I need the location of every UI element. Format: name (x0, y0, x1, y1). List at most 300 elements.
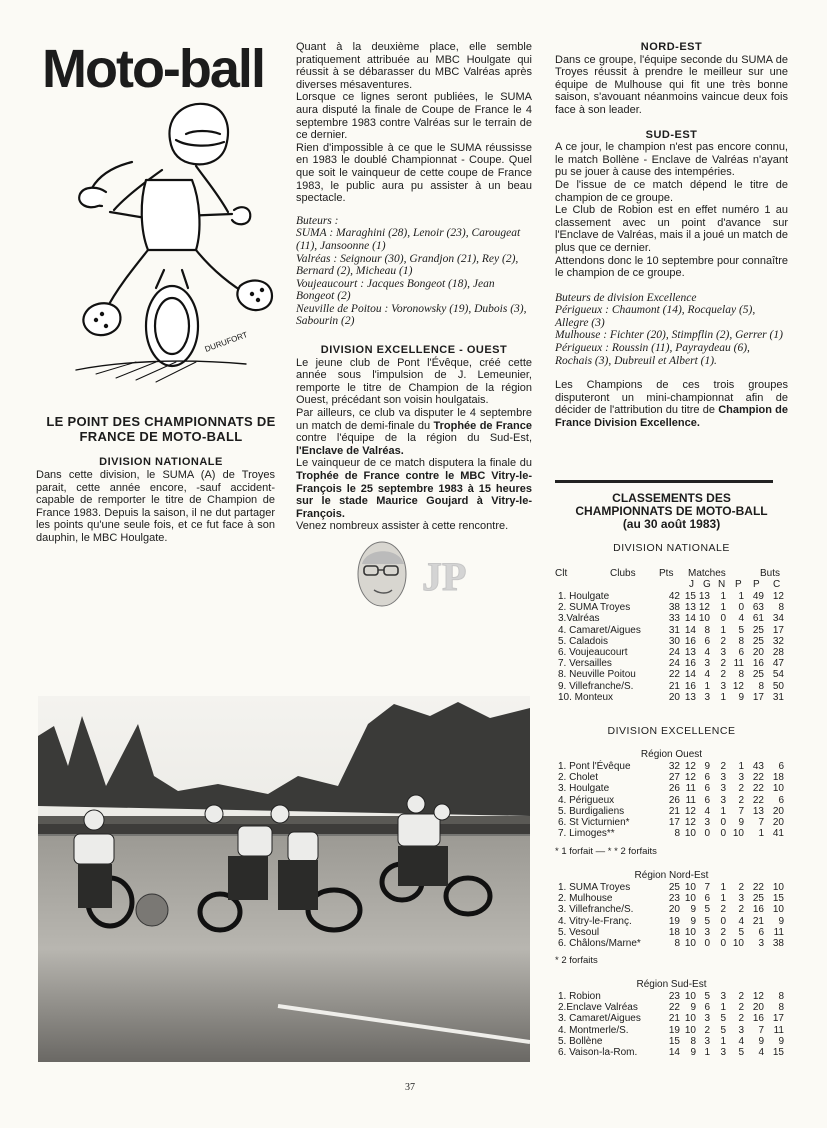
stat-cell: 10 (684, 938, 696, 950)
region-sudest-head: Région Sud-Est (636, 979, 707, 990)
championship-heading: LE POINT DES CHAMPIONNATS DE FRANCE DE MOTO-BALL (46, 414, 276, 444)
stat-cell: 16 (752, 658, 764, 670)
excellence-head: DIVISION EXCELLENCE (607, 725, 736, 737)
stat-cell: 15 (772, 893, 784, 905)
stat-cell: 12 (684, 805, 696, 817)
stat-cell: 1 (720, 893, 726, 905)
table-row (558, 658, 784, 669)
header-clubs: Clubs (610, 568, 636, 579)
stat-cell: 1 (704, 680, 710, 692)
stat-cell: 2 (720, 904, 726, 916)
table-row (558, 681, 784, 692)
stat-cell: 13 (684, 602, 696, 614)
club-name: 6. St Victurnien* (558, 817, 630, 829)
table-row (558, 591, 784, 602)
motorcyclist-cartoon (36, 100, 280, 396)
stat-cell: 33 (668, 613, 680, 625)
stat-cell: 1 (720, 882, 726, 893)
stat-cell: 14 (668, 1047, 680, 1059)
stat-cell: 10 (772, 904, 784, 916)
header-pf: P (753, 579, 760, 590)
stat-cell: 20 (752, 647, 764, 659)
stat-cell: 11 (685, 794, 696, 806)
stat-cell: 22 (752, 882, 764, 893)
stat-cell: 2 (738, 904, 744, 916)
club-name: 5. Burdigaliens (558, 805, 625, 817)
region-nordest-head: Région Nord-Est (634, 870, 709, 881)
bold-run: Trophée de France (433, 419, 533, 432)
scorer-line: Valréas : Seignour (30), Grandjon (21), Rey (2), Bernard (2), Micheau (1) (296, 252, 519, 278)
stat-cell: 8 (738, 669, 744, 681)
text-run: Le vainqueur de ce match disputera la finale du (296, 457, 532, 470)
stat-cell: 2 (738, 783, 744, 795)
stat-cell: 5 (738, 624, 744, 636)
nordest-table (558, 882, 784, 949)
stat-cell: 6 (778, 794, 784, 806)
stat-cell: 18 (772, 772, 784, 784)
section-nordest: NORD-EST (640, 41, 703, 53)
stat-cell: 4 (738, 1035, 744, 1047)
paragraph: Quant à la deuxième place, elle semble pratiquement attribuée au MBC Houlgate qui réussit à se débarasser du MBC Valréas après diverses mésaventures. (296, 41, 532, 91)
scorer-line: Périgueux : Chaumont (14), Rocquelay (5), Allegre (3) (555, 304, 756, 329)
scorers-title: Buteurs de division Excellence (555, 291, 697, 304)
table-row (558, 893, 784, 904)
header-c: C (773, 579, 781, 590)
stat-cell: 6 (738, 647, 744, 659)
stat-cell: 10 (684, 893, 696, 905)
stat-cell: 10 (684, 882, 696, 893)
table-row (558, 927, 784, 938)
stat-cell: 1 (720, 1035, 726, 1047)
stat-cell: 17 (752, 691, 764, 703)
stat-cell: 3 (720, 772, 726, 784)
club-name: 9. Villefranche/S. (558, 680, 634, 692)
stat-cell: 54 (772, 669, 784, 681)
stat-cell: 27 (668, 772, 680, 784)
stat-cell: 22 (752, 794, 764, 806)
paragraph: Lorsque ce lignes seront publiées, le SUMA aura disputé la finale de Coupe de France le 4 septembre 1983 contre Valréas sur le terrain de ce dernier. (296, 91, 532, 142)
stat-cell: 25 (668, 882, 680, 893)
stat-cell: 9 (778, 915, 784, 927)
stat-cell: 10 (732, 938, 744, 950)
stat-cell: 1 (738, 761, 744, 772)
table-row (558, 636, 784, 647)
paragraph: Attendons donc le 10 septembre pour connaître le champion de ce groupe. (555, 254, 788, 280)
stat-cell: 9 (690, 904, 696, 916)
table-row (558, 882, 784, 893)
scorer-line: Voujeaucourt : Jacques Bongeot (18), Jean Bongeot (2) (296, 277, 495, 303)
stat-cell: 2 (720, 761, 726, 772)
stat-cell: 10 (684, 926, 696, 938)
stat-cell: 2 (738, 991, 744, 1002)
club-name: 2. SUMA Troyes (558, 602, 631, 614)
stat-cell: 7 (758, 1024, 764, 1036)
stat-cell: 31 (772, 691, 784, 703)
stat-cell: 32 (668, 761, 680, 772)
club-name: 2. Mulhouse (558, 893, 613, 905)
stat-cell: 18 (668, 926, 680, 938)
table-row (558, 1002, 784, 1013)
table-row (558, 1013, 784, 1024)
stat-cell: 13 (698, 591, 710, 602)
stat-cell: 21 (752, 915, 764, 927)
stat-cell: 0 (704, 828, 710, 840)
stat-cell: 10 (684, 1013, 696, 1025)
stat-cell: 3 (704, 1035, 710, 1047)
stat-cell: 3 (738, 772, 744, 784)
stat-cell: 12 (772, 591, 784, 602)
table-row (558, 692, 784, 703)
stat-cell: 1 (704, 1047, 710, 1059)
paragraph: Le jeune club de Pont l'Évêque, créé cette année sous l'impulsion de J. Lemeunier, remporte le titre de Champion de la région Ouest, précédant son voisin houlgatais. (296, 356, 532, 407)
stat-cell: 24 (668, 647, 680, 659)
paragraph: De l'issue de ce match dépend le titre de champion de ce groupe. (555, 178, 788, 204)
club-name: 4. Montmerle/S. (558, 1024, 629, 1036)
stat-cell: 16 (752, 1013, 764, 1025)
stat-cell: 6 (778, 761, 784, 772)
club-name: 10. Monteux (558, 691, 614, 703)
table-row (558, 991, 784, 1002)
table-row (558, 613, 784, 624)
stat-cell: 20 (668, 904, 680, 916)
page-title: Moto-ball (42, 39, 264, 99)
club-name: 1. Pont l'Évêque (558, 761, 631, 772)
stat-cell: 21 (668, 1013, 680, 1025)
stat-cell: 2 (738, 882, 744, 893)
stat-cell: 12 (752, 991, 764, 1002)
club-name: 2.Enclave Valréas (558, 1002, 638, 1014)
club-name: 7. Limoges** (558, 828, 615, 840)
scorer-line: Neuville de Poitou : Voronowsky (19), Dubois (3), Sabourin (2) (296, 302, 527, 328)
club-name: 4. Vitry-le-Franç. (558, 915, 632, 927)
stat-cell: 4 (738, 915, 744, 927)
header-buts: Buts (760, 568, 781, 579)
stat-cell: 61 (752, 613, 764, 625)
stat-cell: 6 (704, 635, 710, 647)
national-table-head: DIVISION NATIONALE (613, 542, 730, 554)
stat-cell: 13 (684, 691, 696, 703)
stat-cell: 10 (772, 783, 784, 795)
stat-cell: 47 (772, 658, 784, 670)
table-row (558, 916, 784, 927)
stat-cell: 0 (704, 938, 710, 950)
section-national: DIVISION NATIONALE (99, 456, 223, 468)
stat-cell: 22 (752, 772, 764, 784)
stat-cell: 2 (738, 794, 744, 806)
stat-cell: 38 (668, 602, 680, 614)
stat-cell: 8 (758, 680, 764, 692)
club-name: 5. Caladois (558, 635, 609, 647)
bold-run: Champion de France Division Excellence. (555, 404, 789, 430)
stat-cell: 34 (772, 613, 784, 625)
ouest-footnote: * 1 forfait — * * 2 forfaits (555, 846, 657, 857)
table-row (558, 772, 784, 783)
stat-cell: 16 (684, 658, 696, 670)
stat-cell: 8 (738, 635, 744, 647)
paragraph (555, 379, 788, 429)
stat-cell: 16 (752, 904, 764, 916)
table-row (558, 647, 784, 658)
stat-cell: 4 (704, 805, 710, 817)
table-row (558, 625, 784, 636)
header-pts: Pts (659, 568, 674, 579)
stat-cell: 6 (704, 794, 710, 806)
stat-cell: 9 (690, 1002, 696, 1014)
table-row (558, 817, 784, 828)
club-name: 5. Bollène (558, 1035, 603, 1047)
stat-cell: 16 (684, 680, 696, 692)
stat-cell: 12 (684, 761, 696, 772)
paragraph: Rien d'impossible à ce que le SUMA réussisse en 1983 le doublé Championnat - Coupe. Quel que soit le vainqueur de cette coupe de France 1983, le public aura pu assister à un beau spectacle. (296, 141, 532, 205)
stat-cell: 12 (732, 680, 744, 692)
stat-cell: 63 (752, 602, 764, 614)
stat-cell: 8 (778, 991, 784, 1002)
text-run: Par ailleurs, ce club va disputer le 4 septembre un match de demi-finale du (296, 407, 532, 432)
club-name: 1. Houlgate (558, 591, 610, 602)
club-name: 2. Cholet (558, 772, 599, 784)
stat-cell: 5 (738, 1047, 744, 1059)
stat-cell: 12 (684, 817, 696, 829)
section-excellence-ouest: DIVISION EXCELLENCE - OUEST (320, 344, 508, 357)
stat-cell: 17 (772, 1013, 784, 1025)
stat-cell: 23 (668, 991, 680, 1002)
stat-cell: 11 (733, 658, 744, 670)
header-n: N (718, 579, 726, 590)
club-name: 4. Périgueux (558, 794, 615, 806)
club-name: 3.Valréas (558, 613, 600, 625)
standings-title: CLASSEMENTS DES (612, 491, 731, 505)
table-row (558, 1036, 784, 1047)
stat-cell: 20 (752, 1002, 764, 1014)
text-run: contre l'équipe de la région du Sud-Est, (296, 432, 532, 445)
stat-cell: 4 (704, 669, 710, 681)
stat-cell: 1 (720, 805, 726, 817)
stat-cell: 6 (704, 783, 710, 795)
stat-cell: 24 (668, 658, 680, 670)
stat-cell: 20 (772, 805, 784, 817)
stat-cell: 10 (772, 882, 784, 893)
stat-cell: 15 (772, 1047, 784, 1059)
region-ouest-head: Région Ouest (640, 749, 703, 760)
stat-cell: 50 (772, 680, 784, 692)
stat-cell: 8 (690, 1035, 696, 1047)
stat-cell: 3 (720, 647, 726, 659)
stat-cell: 14 (684, 624, 696, 636)
stat-cell: 17 (668, 817, 680, 829)
club-name: 5. Vesoul (558, 926, 600, 938)
stat-cell: 25 (752, 635, 764, 647)
stat-cell: 41 (772, 828, 784, 840)
stat-cell: 1 (720, 1002, 726, 1014)
stat-cell: 2 (720, 669, 726, 681)
stat-cell: 7 (758, 817, 764, 829)
stat-cell: 42 (668, 591, 680, 602)
stamp-letters: JP (422, 554, 467, 599)
stat-cell: 5 (704, 904, 710, 916)
club-name: 3. Camaret/Aigues (558, 1013, 641, 1025)
stat-cell: 5 (704, 991, 710, 1002)
stat-cell: 19 (668, 915, 680, 927)
stat-cell: 13 (752, 805, 764, 817)
standings-date: (au 30 août 1983) (622, 517, 721, 531)
section-sudest: SUD-EST (645, 128, 698, 141)
stat-cell: 0 (720, 613, 726, 625)
stat-cell: 11 (773, 926, 784, 938)
scorer-line: Périgueux : Roussin (11), Payraydeau (6), Rochais (3), Dubreuil et Albert (1). (555, 342, 750, 367)
stat-cell: 3 (720, 1047, 726, 1059)
stat-cell: 8 (674, 828, 680, 840)
stat-cell: 0 (720, 915, 726, 927)
stat-cell: 26 (668, 794, 680, 806)
standings-title: CHAMPIONNATS DE MOTO-BALL (575, 504, 768, 518)
club-name: 3. Houlgate (558, 783, 610, 795)
ouest-table (558, 761, 784, 839)
table-row (558, 602, 784, 613)
stat-cell: 6 (758, 926, 764, 938)
header-j: J (689, 579, 694, 590)
club-name: 1. Robion (558, 991, 601, 1002)
club-name: 1. SUMA Troyes (558, 882, 631, 893)
stat-cell: 28 (772, 647, 784, 659)
sudest-table (558, 991, 784, 1058)
stat-cell: 1 (720, 624, 726, 636)
stat-cell: 8 (778, 602, 784, 614)
stat-cell: 3 (738, 893, 744, 905)
stat-cell: 32 (772, 635, 784, 647)
table-row (558, 904, 784, 915)
club-name: 7. Versailles (558, 658, 612, 670)
header-matches: Matches (688, 568, 726, 579)
table-row (558, 761, 784, 772)
stat-cell: 4 (704, 647, 710, 659)
table-row (558, 795, 784, 806)
stat-cell: 1 (758, 828, 764, 840)
stat-cell: 20 (668, 691, 680, 703)
stat-cell: 38 (772, 938, 784, 950)
stat-cell: 6 (704, 1002, 710, 1014)
stat-cell: 14 (684, 613, 696, 625)
stat-cell: 15 (668, 1035, 680, 1047)
table-row (558, 669, 784, 680)
stat-cell: 21 (668, 680, 680, 692)
stat-cell: 1 (720, 691, 726, 703)
stat-cell: 2 (704, 1024, 710, 1036)
stat-cell: 9 (704, 761, 710, 772)
stat-cell: 10 (684, 991, 696, 1002)
stat-cell: 16 (684, 635, 696, 647)
stat-cell: 10 (684, 828, 696, 840)
club-name: 6. Vaison-la-Rom. (558, 1047, 638, 1059)
stat-cell: 9 (738, 691, 744, 703)
scorer-line: Mulhouse : Fichter (20), Stimpflin (2), Gerrer (1) (555, 329, 783, 342)
stat-cell: 15 (684, 591, 696, 602)
table-row (558, 828, 784, 839)
article-right (555, 41, 788, 430)
stat-cell: 22 (752, 783, 764, 795)
table-row (558, 1025, 784, 1036)
match-photo (38, 696, 530, 1062)
paragraph (296, 457, 532, 520)
club-name: 4. Camaret/Aigues (558, 624, 641, 636)
club-name: 3. Villefranche/S. (558, 904, 634, 916)
club-name: 6. Voujeaucourt (558, 647, 628, 659)
stat-cell: 4 (758, 1047, 764, 1059)
paragraph: Le Club de Robion est en effet numéro 1 au classement avec un point d'avance sur l'Enclave de Valréas, mais il a joué un match de plus que ce dernier. (555, 204, 788, 254)
stat-cell: 31 (668, 624, 680, 636)
stat-cell: 4 (738, 613, 744, 625)
stat-cell: 26 (668, 783, 680, 795)
stat-cell: 1 (720, 602, 726, 614)
paragraph (296, 407, 532, 457)
text-run: Les Champions de ces trois groupes disputeront un mini-championnat afin de décider de l'attribution du titre de (555, 379, 788, 417)
paragraph: Venez nombreux assister à cette rencontre. (296, 520, 509, 533)
stat-cell: 3 (704, 658, 710, 670)
stat-cell: 2 (738, 1013, 744, 1025)
stat-cell: 3 (704, 926, 710, 938)
stat-cell: 10 (684, 1024, 696, 1036)
stat-cell: 6 (704, 772, 710, 784)
stat-cell: 0 (720, 938, 726, 950)
bold-run: Trophée de France contre le MBC Vitry-le-François le 25 septembre 1983 à 15 heures sur le stade Maurice Goujard à Vitry-le-François. (296, 470, 532, 520)
stat-cell: 3 (720, 991, 726, 1002)
stat-cell: 12 (698, 602, 710, 614)
table-row (558, 783, 784, 794)
page-number: 37 (405, 1082, 415, 1093)
stat-cell: 3 (704, 1013, 710, 1025)
stat-cell: 13 (684, 647, 696, 659)
scorers-title: Buteurs : (296, 214, 339, 227)
club-name: 8. Neuville Poitou (558, 669, 636, 681)
stat-cell: 8 (704, 624, 710, 636)
club-name: 6. Châlons/Marne* (558, 938, 641, 950)
stat-cell: 20 (772, 817, 784, 829)
stat-cell: 22 (668, 1002, 680, 1014)
scorer-line: SUMA : Maraghini (28), Lenoir (23), Carougeat (11), Jansoonne (1) (296, 227, 521, 252)
header-p: P (735, 579, 742, 590)
stat-cell: 22 (668, 669, 680, 681)
stat-cell: 10 (698, 613, 710, 625)
stat-cell: 21 (668, 805, 680, 817)
stat-cell: 3 (720, 783, 726, 795)
table-row (558, 806, 784, 817)
header-clt: Clt (555, 568, 568, 579)
stat-cell: 0 (738, 602, 744, 614)
stat-cell: 3 (758, 938, 764, 950)
stat-cell: 5 (720, 1013, 726, 1025)
national-intro: Dans cette division, le SUMA (A) de Troyes parait, cette année encore, -sauf accident- capable de remporter le titre de Champion de France 1983. Depuis la saison, il ne dut partager les points qu'une seule fois, et ce fut face à son dauphin, le MBC Houlgate. (36, 469, 275, 544)
stat-cell: 9 (690, 1047, 696, 1059)
stat-cell: 5 (738, 926, 744, 938)
stat-cell: 19 (668, 1024, 680, 1036)
stat-cell: 17 (772, 624, 784, 636)
article-middle (296, 41, 532, 533)
stat-cell: 9 (778, 1035, 784, 1047)
stat-cell: 23 (668, 893, 680, 905)
stat-cell: 2 (720, 658, 726, 670)
stat-cell: 11 (773, 1024, 784, 1036)
stat-cell: 6 (704, 893, 710, 905)
stat-cell: 30 (668, 635, 680, 647)
national-table (558, 591, 784, 703)
stat-cell: 25 (752, 624, 764, 636)
author-stamp (342, 538, 482, 610)
stat-cell: 7 (704, 882, 710, 893)
stat-cell: 3 (704, 691, 710, 703)
header-g: G (703, 579, 711, 590)
stat-cell: 14 (684, 669, 696, 681)
stat-cell: 1 (738, 591, 744, 602)
stat-cell: 0 (720, 828, 726, 840)
